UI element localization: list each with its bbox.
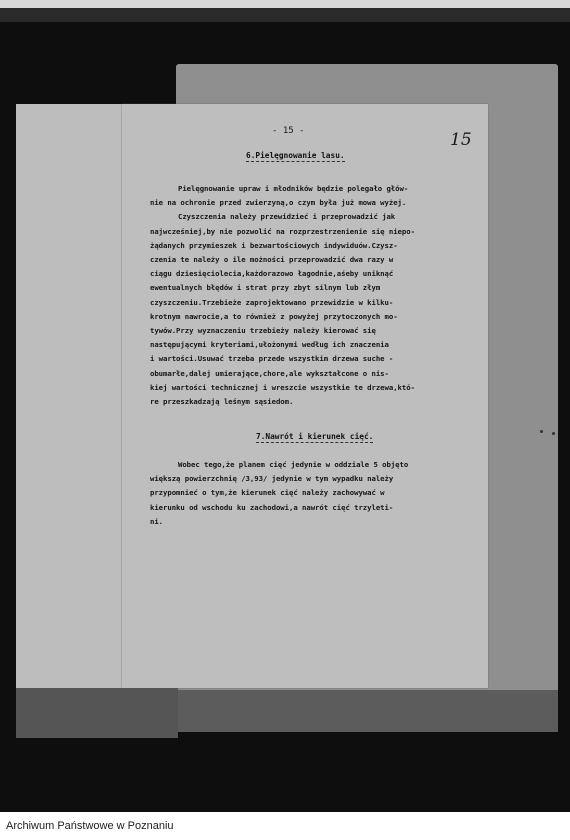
section-6-text (150, 182, 480, 409)
handwritten-page-number: 15 (450, 130, 472, 150)
text-line: czyszczeniu.Trzebieże zaprojektowano przewidzie w kilku- (150, 297, 394, 307)
text-line: Wobec tego,że planem cięć jedynie w oddziale 5 objęto (178, 460, 409, 469)
text-line: obumarłe,dalej umierające,chore,ale wykształcone o nis- (150, 368, 389, 378)
text-line: kiej wartości technicznej i wreszcie wszystkie te drzewa,któ- (150, 382, 415, 392)
left-page-sliver (16, 104, 122, 688)
section-6-heading: 6.Pielęgnowanie lasu. (246, 151, 345, 160)
text-line: ni. (150, 516, 164, 526)
text-line: nie na ochronie przed zwierzyną,o czym była już mowa wyżej. (150, 198, 407, 208)
text-line: i wartości.Usuwać trzeba przede wszystkim drzewa suche - (150, 354, 394, 364)
text-line: Czyszczenia należy przewidzieć i przeprowadzić jak (178, 212, 396, 222)
film-edge-shadow (0, 8, 570, 22)
document-page (122, 104, 488, 688)
text-line: tywów.Przy wyznaczeniu trzebieży należy kierować się (150, 326, 376, 336)
text-line: ewentualnych błędów i strat przy zbyt silnym lub złym (150, 283, 381, 293)
text-line: kierunku od wschodu ku zachodowi,a nawrót cięć trzyleti- (150, 502, 394, 512)
scan-speck (540, 430, 543, 433)
text-line: re przeszkadzają leśnym sąsiedom. (150, 397, 294, 407)
text-line: żądanych przymieszek i bezwartościowych indywiduów.Czysz- (150, 240, 398, 250)
section-7-heading: 7.Nawrót i kierunek cięć. (256, 432, 374, 441)
text-line: czenia te należy o ile możności przeprowadzić dwa razy w (150, 255, 394, 265)
text-line: Pielęgnowanie upraw i młodników będzie polegało głów- (178, 184, 409, 193)
back-page-shadow (176, 690, 558, 732)
text-line: przypomnieć o tym,że kierunek cięć należy zachowywać w (150, 488, 385, 498)
archive-label: Archiwum Państwowe w Poznaniu (6, 820, 174, 832)
text-line: następującymi kryteriami,ułożonymi według ich znaczenia (150, 340, 389, 350)
section-7-text (150, 458, 480, 529)
text-line: ciągu dziesięciolecia,każdorazowo łagodnie,aśeby uniknąć (150, 269, 394, 279)
film-edge-top (0, 0, 570, 8)
page-number: - 15 - (272, 126, 305, 136)
left-page-shadow (16, 688, 178, 738)
scan-speck (552, 432, 555, 435)
archive-footer (0, 812, 570, 840)
text-line: najwcześniej,by nie pozwolić na rozprzestrzenienie się niepo- (150, 226, 415, 236)
text-line: większą powierzchnię /3,93/ jedynie w tym wypadku należy (150, 474, 394, 484)
text-line: krotnym nawrocie,a to również z powyżej przytoczonych mo- (150, 311, 398, 321)
